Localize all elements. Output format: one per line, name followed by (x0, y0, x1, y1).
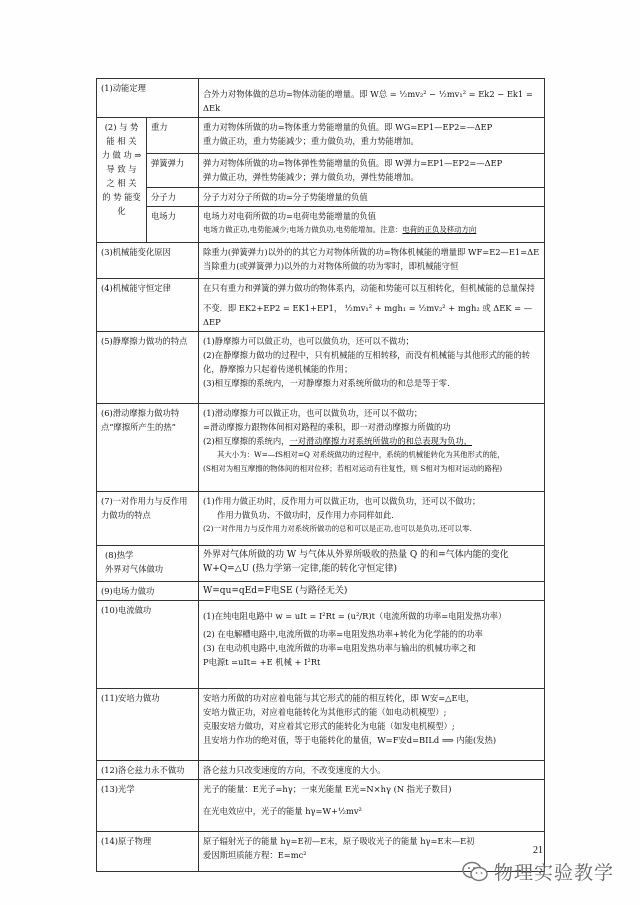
row-label: (1)动能定理 (97, 79, 199, 118)
table-row (97, 492, 545, 546)
row-content (199, 780, 545, 832)
category-label: (2) 与 势 能 相 关 力 做 功 ⇒ 导 致 与 之 相 关 的 势 能变化 (97, 118, 147, 243)
content-text: 电场力做正功,电势能减少;电场力做负功,电势能增加。注意： (203, 225, 403, 234)
row-content (199, 492, 545, 546)
content-line: (3)相互摩擦的系统内，一对静摩擦力对系统所做功的和总是等于零. (203, 378, 450, 388)
content-line: 当除重力(或弹簧弹力)以外的力对物体所做的功为零时，即机械能守恒 (203, 261, 459, 271)
content-line: (1)作用力做正功时，反作用力可以做正功，也可以做负功，还可以不做功； (203, 496, 481, 506)
row-label: (12)洛仑兹力永不做功 (97, 761, 199, 780)
row-label: 重力 (147, 118, 199, 154)
row-content (199, 332, 545, 404)
table-row (97, 188, 545, 207)
row-label: (6)滑动摩擦力做功特点“摩擦所产生的热” (97, 404, 199, 492)
content-line (203, 434, 540, 448)
table-row (97, 761, 545, 780)
row-content (199, 761, 545, 780)
row-content (199, 601, 545, 689)
row-label: 分子力 (147, 188, 199, 207)
row-label: (11)安培力做功 (97, 689, 199, 761)
table-row (97, 780, 545, 832)
content-line: (2) 在电解槽电路中,电流所做的功率=电阻发热功率+转化为化学能的的功率 (203, 629, 483, 639)
table-row (97, 154, 545, 188)
content-line: 爱因斯坦质能方程：E=mc² (203, 850, 307, 860)
content-line: 安培力所做的功对应着电能与其它形式的能的相互转化，即 W安=△E电， (203, 693, 475, 703)
content-line: 重力对物体所做的功=物体重力势能增量的负值。即 WG=EP1—EP2=—ΔEP (203, 122, 493, 132)
row-content (199, 582, 545, 601)
content-line: (3) 在电动机电路中,电流所做的功率=电阻发热功率与输出的机械功率之和 (203, 643, 476, 653)
content-line: (1)滑动摩擦力可以做正功，也可以做负功，还可以不做功； (203, 408, 423, 418)
content-line: =滑动摩擦力跟物体间相对路程的乘积，即一对滑动摩擦力所做的功 (203, 422, 451, 432)
content-line: 除重力(弹簧弹力)以外的的其它力对物体所做的功=物体机械能的增量即 WF=E2—E1=ΔE (203, 247, 540, 257)
content-line: 在只有重力和弹簧的弹力做功的物体系内，动能和势能可以互相转化，但机械能的总量保持 (203, 283, 535, 293)
row-content (199, 207, 545, 243)
content-line: 不变．即 EK2+EP2 = EK1+EP1， ½mv₁² + mgh₁ = ½mv₂² + mgh₂ 或 ΔEK = —ΔEP (203, 303, 533, 327)
content-line: 分子力对分子所做的功=分子势能增量的负值 (203, 192, 368, 202)
table-row (97, 582, 545, 601)
row-label: (14)原子物理 (97, 832, 199, 872)
content-line: 重力做正功，重力势能减少；重力做负功，重力势能增加。 (203, 136, 419, 146)
row-content (199, 243, 545, 279)
content-line: (1)静摩擦力可以做正功，也可以做负功，还可以不做功； (203, 336, 414, 346)
content-line (203, 223, 540, 237)
footer-text: 物理实验教学 (494, 862, 615, 884)
row-content (199, 404, 545, 492)
content-line: 光子的能量：E光子=hγ；一束光能量 E光=N×hγ (N 指光子数目) (203, 784, 452, 794)
content-line: 外界对气体所做的功 W 与气体从外界所吸收的热量 Q 的和=气体内能的变化 W+Q=△U (热力学第一定律,能的转化守恒定律) (203, 550, 509, 574)
content-line: 原子辐射光子的能量 hγ=E初—E末，原子吸收光子的能量 hγ=E末—E初 (203, 836, 475, 846)
table-row (97, 404, 545, 492)
content-line: (1)在纯电阻电路中 w = uIt = I²Rt = (u²/R)t（电流所做的功率=电阻发热功率） (203, 611, 507, 621)
content-line: 电场力对电荷所做的功=电荷电势能增量的负值 (203, 211, 376, 221)
content-line: 在光电效应中，光子的能量 hγ=W+½mv² (203, 806, 362, 816)
content-line: (2)一对作用力与反作用力对系统所做功的总和可以是正功,也可以是负功,还可以零. (203, 524, 472, 533)
row-label: (13)光学 (97, 780, 199, 832)
table-row (97, 546, 545, 582)
watermark-footer (462, 858, 614, 885)
emphasis-text: 电荷的正负及移动方向 (402, 225, 477, 234)
content-line: 洛仑兹力只改变速度的方向，不改变速度的大小。 (203, 765, 386, 775)
content-line: 弹力对物体所做的功=物体弹性势能增量的负值。即 W弹力=EP1—EP2=—ΔEP (203, 158, 503, 168)
table-row (97, 118, 545, 154)
row-label: (3)机械能变化原因 (97, 243, 199, 279)
row-content (199, 546, 545, 582)
row-content (199, 279, 545, 332)
content-line: 且安培力作功的绝对值，等于电能转化的量值，W=F安d=BILd ⟹ 内能(发热) (203, 735, 497, 745)
content-line: W=qu=qEd=F电SE (与路径无关) (203, 586, 348, 596)
row-content (199, 689, 545, 761)
page-number: 21 (533, 845, 543, 856)
row-label: (8)热学 外界对气体做功 (97, 546, 199, 582)
table-row (97, 79, 545, 118)
content-line: 克服安培力做功，对应着其它形式的能转化为电能（如发电机模型）; (203, 721, 455, 731)
row-label: (9)电场力做功 (97, 582, 199, 601)
table-row (97, 279, 545, 332)
row-content (199, 154, 545, 188)
table-row (97, 601, 545, 689)
row-label: (7)一对作用力与反作用力做功的特点 (97, 492, 199, 546)
content-line: 合外力对物体做的总功=物体动能的增量。即 W总 = ½mv₂² − ½mv₁² = Ek2 − Ek1 = ΔEk (203, 89, 533, 113)
content-line: 其大小为：W=—fS相对=Q 对系统做功的过程中，系统的机械能转化为其他形式的能， (217, 450, 505, 459)
row-content (199, 79, 545, 118)
content-line: 安培力做正功，对应着电能转化为其他形式的能（如电动机模型）; (203, 707, 447, 717)
content-line: 弹力做正功，弹性势能减少；弹力做负功，弹性势能增加。 (203, 172, 419, 182)
table-row (97, 243, 545, 279)
table-row (97, 332, 545, 404)
work-energy-table (96, 78, 545, 872)
table-row (97, 207, 545, 243)
content-line: P电源t =uIt= +E 机械 + I²Rt (203, 657, 321, 667)
wechat-icon (462, 861, 488, 883)
row-label: (4)机械能守恒定律 (97, 279, 199, 332)
content-line: (2)在静摩擦力做功的过程中，只有机械能的互相转移，而没有机械能与其他形式的能的转化，静摩擦力只起着传递机械能的作用； (203, 350, 531, 374)
content-line: (S相对为相互摩擦的物体间的相对位移；若相对运动有往复性，则 S相对为相对运动的路程) (203, 464, 503, 473)
content-line: 作用力做负功、不做功时，反作用力亦同样如此. (217, 510, 394, 520)
table-row (97, 689, 545, 761)
row-label: 电场力 (147, 207, 199, 243)
row-label: 弹簧弹力 (147, 154, 199, 188)
row-label: (5)静摩擦力做功的特点 (97, 332, 199, 404)
row-content (199, 118, 545, 154)
row-label: (10)电流做功 (97, 601, 199, 689)
content-text: (2)相互摩擦的系统内， (203, 436, 290, 446)
row-content (199, 188, 545, 207)
emphasis-text: 一对滑动摩擦力对系统所做功的和总表现为负功， (289, 436, 472, 446)
